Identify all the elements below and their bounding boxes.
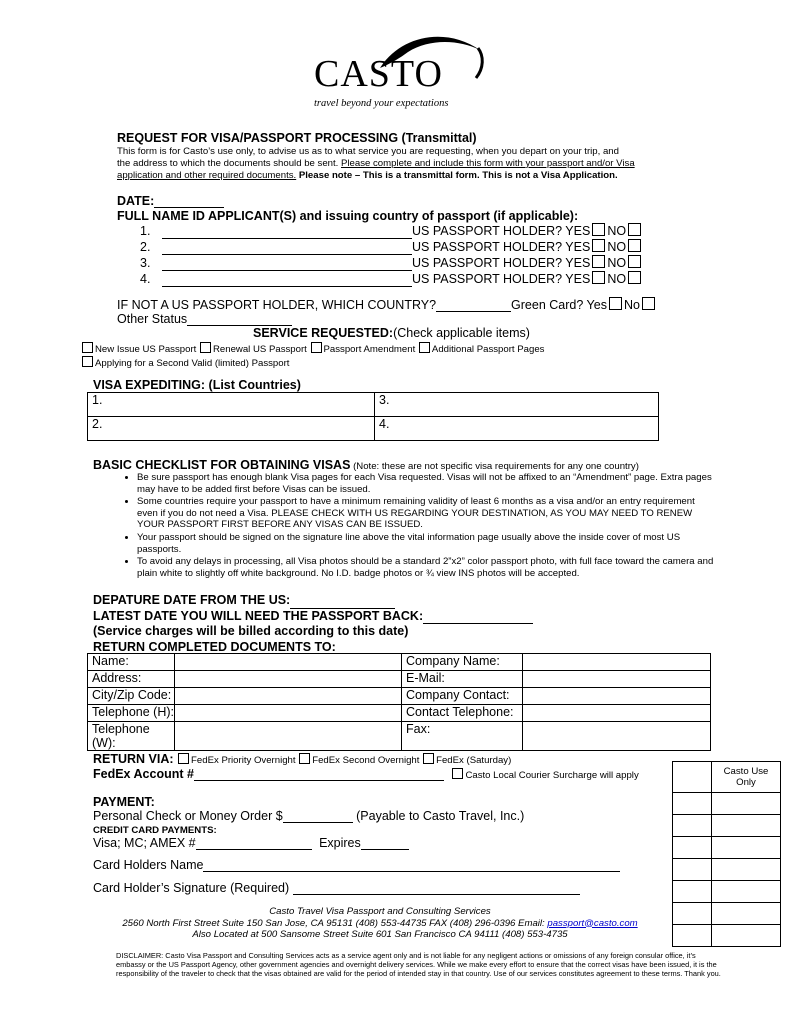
footer-contact: Casto Travel Visa Passport and Consulting Services 2560 North First Street Suite 150 San Jose, CA 95131 (408) 553-44735 FAX (408) 296-0396 Email: passport@casto.com Also Located at 500 Sansome Street Suite 601 San Francisco CA 94111 (408) 553-4735 bbox=[122, 906, 638, 940]
casto-logo bbox=[300, 28, 490, 118]
logo-wordmark: CASTO bbox=[314, 53, 443, 95]
service-option[interactable]: Additional Passport Pages bbox=[418, 344, 545, 355]
checklist-item: • Some countries require your passport to have a minimum remaining validity of least 6 months as a visa and/or an entry requirement even if you do not need a Visa. PLEASE CHECK WITH US REGARDING YOUR DESTINATION, AS YOU MAY NEED TO RENEW YOUR PASSPORT FIRST BEFORE ANY VISAS CAN BE ISSUED. bbox=[137, 496, 717, 531]
service-options bbox=[81, 342, 544, 370]
card-number-field[interactable]: Visa; MC; AMEX # Expires bbox=[93, 836, 409, 850]
casto-use-only-table bbox=[672, 761, 781, 947]
dates-section: DEPATURE DATE FROM THE US: LATEST DATE YOU WILL NEED THE PASSPORT BACK: (Service charges will be billed according to this date) RETURN COMPLETED DOCUMENTS TO: bbox=[93, 593, 533, 655]
return-label: City/Zip Code: bbox=[88, 688, 175, 705]
return-via-option[interactable]: FedEx Second Overnight bbox=[298, 755, 419, 766]
return-input[interactable] bbox=[523, 705, 711, 722]
payment-title: PAYMENT: bbox=[93, 795, 155, 809]
return-label: E-Mail: bbox=[402, 671, 523, 688]
logo-tagline: travel beyond your expectations bbox=[314, 98, 449, 109]
return-label: Telephone (H): bbox=[88, 705, 175, 722]
visa-title: VISA EXPEDITING: (List Countries) bbox=[93, 378, 301, 392]
return-label: Company Contact: bbox=[402, 688, 523, 705]
return-input[interactable] bbox=[523, 671, 711, 688]
form-title: REQUEST FOR VISA/PASSPORT PROCESSING (Transmittal) bbox=[117, 131, 477, 145]
disclaimer: DISCLAIMER: Casto Visa Passport and Consulting Services acts as a service agent only and is not liable for any negligent actions or omissions of any foreign consular office, it’s embassy or the US Passport Agency, other government agencies and overnight delivery services. While we make every effort to ensure that the correct visas have been issued, it is the responsibility of the traveler to check that the visas obtained are valid for the period of intended stay in that country. Use of our services constitutes agreement to these terms. Thank you. bbox=[116, 951, 721, 978]
fullname-label: FULL NAME ID APPLICANT(S) and issuing country of passport (if applicable): bbox=[117, 209, 579, 223]
applicant-row[interactable]: 1. US PASSPORT HOLDER? YES NO bbox=[140, 223, 643, 239]
return-input[interactable] bbox=[175, 688, 402, 705]
return-input[interactable] bbox=[175, 654, 402, 671]
courier-option[interactable]: Casto Local Courier Surcharge will apply bbox=[451, 770, 638, 781]
checklist-item: • To avoid any delays in processing, all Visa photos should be a standard 2”x2” color passport photo, with full face toward the camera and plain white to slightly off white background. No I.D. badge photos or ¾ view INS photos will be accepted. bbox=[137, 556, 717, 579]
applicant-row[interactable]: 3. US PASSPORT HOLDER? YES NO bbox=[140, 255, 643, 271]
casto-use-only-label: Casto Use Only bbox=[712, 762, 781, 793]
check-amount-field[interactable]: Personal Check or Money Order $ (Payable to Casto Travel, Inc.) bbox=[93, 809, 525, 823]
return-input[interactable] bbox=[175, 722, 402, 751]
service-option[interactable]: Applying for a Second Valid (limited) Passport bbox=[81, 358, 289, 369]
applicant-row[interactable]: 4. US PASSPORT HOLDER? YES NO bbox=[140, 271, 643, 287]
visa-cell[interactable]: 3. bbox=[375, 393, 659, 417]
nonus-question[interactable]: IF NOT A US PASSPORT HOLDER, WHICH COUNTRY? Green Card? Yes No bbox=[117, 297, 657, 312]
card-holder-name-field[interactable]: Card Holders Name bbox=[93, 858, 620, 872]
applicant-rows bbox=[140, 223, 643, 287]
checklist-item: • Be sure passport has enough blank Visa pages for each Visa requested. Visas will not be affixed to an “Amendment” page. Extra pages may have to be added first before Visas can be issued. bbox=[137, 472, 717, 495]
departure-field[interactable]: DEPATURE DATE FROM THE US: bbox=[93, 593, 533, 609]
visa-cell[interactable]: 4. bbox=[375, 417, 659, 441]
return-via-option[interactable]: FedEx (Saturday) bbox=[422, 755, 511, 766]
return-via: RETURN VIA: FedEx Priority Overnight FedEx Second Overnight FedEx (Saturday) bbox=[93, 752, 512, 766]
checklist-title: BASIC CHECKLIST FOR OBTAINING VISAS bbox=[93, 458, 351, 472]
return-label: Contact Telephone: bbox=[402, 705, 523, 722]
checklist: BASIC CHECKLIST FOR OBTAINING VISAS (Note: these are not specific visa requirements for any one country) • Be sure passport has enough blank Visa pages for each Visa requested. Visas will not be affixed to an “Amendment” page. Extra pages may have to be added first before Visas can be issued. • Some countries require your passport to have a minimum remaining validity of least 6 months as a visa and/or an entry requirement even if you do not need a Visa. PLEASE CHECK WITH US REGARDING YOUR DESTINATION, AS YOU MAY NEED TO RENEW YOUR PASSPORT FIRST BEFORE ANY VISAS CAN BE ISSUED. • Your passport should be signed on the signature line above the vital information page usually above the inside cover of most US passports. • To avoid any delays in processing, all Visa photos should be a standard 2”x2” color passport photo, with full face toward the camera and plain white to slightly off white background. No I.D. badge photos or ¾ view INS photos will be accepted. bbox=[93, 458, 733, 580]
return-input[interactable] bbox=[175, 671, 402, 688]
fedex-account-field[interactable]: FedEx Account # Casto Local Courier Surcharge will apply bbox=[93, 767, 639, 781]
return-label: Address: bbox=[88, 671, 175, 688]
return-input[interactable] bbox=[523, 722, 711, 751]
return-label: Fax: bbox=[402, 722, 523, 751]
return-table bbox=[87, 653, 711, 751]
service-option[interactable]: Passport Amendment bbox=[310, 344, 416, 355]
visa-cell[interactable]: 2. bbox=[88, 417, 375, 441]
applicant-row[interactable]: 2. US PASSPORT HOLDER? YES NO bbox=[140, 239, 643, 255]
service-option[interactable]: Renewal US Passport bbox=[199, 344, 307, 355]
latest-date-field[interactable]: LATEST DATE YOU WILL NEED THE PASSPORT BACK: bbox=[93, 609, 533, 625]
service-option[interactable]: New Issue US Passport bbox=[81, 344, 196, 355]
intro-text: This form is for Casto’s use only, to advise us as to what service you are requesting, when you depart on your trip, and the address to which the documents should be sent. Please complete and include this form with your passport and/or Visa application and other required documents. Please note – This is a transmittal form. This is not a Visa Application. bbox=[117, 146, 635, 181]
email-link[interactable]: passport@casto.com bbox=[547, 917, 638, 929]
checklist-item: • Your passport should be signed on the signature line above the vital information page usually above the inside cover of most US passports. bbox=[137, 532, 717, 555]
visa-table bbox=[87, 392, 659, 441]
return-label: Telephone (W): bbox=[88, 722, 175, 751]
visa-cell[interactable]: 1. bbox=[88, 393, 375, 417]
other-status-field[interactable]: Other Status bbox=[117, 312, 292, 326]
return-label: Name: bbox=[88, 654, 175, 671]
cc-title: CREDIT CARD PAYMENTS: bbox=[93, 825, 217, 836]
signature-field[interactable]: Card Holder’s Signature (Required) bbox=[93, 881, 580, 895]
return-via-option[interactable]: FedEx Priority Overnight bbox=[177, 755, 296, 766]
service-title: SERVICE REQUESTED:(Check applicable items) bbox=[253, 326, 530, 340]
date-field[interactable]: DATE: bbox=[117, 194, 224, 208]
return-label: Company Name: bbox=[402, 654, 523, 671]
return-input[interactable] bbox=[175, 705, 402, 722]
return-input[interactable] bbox=[523, 654, 711, 671]
return-input[interactable] bbox=[523, 688, 711, 705]
